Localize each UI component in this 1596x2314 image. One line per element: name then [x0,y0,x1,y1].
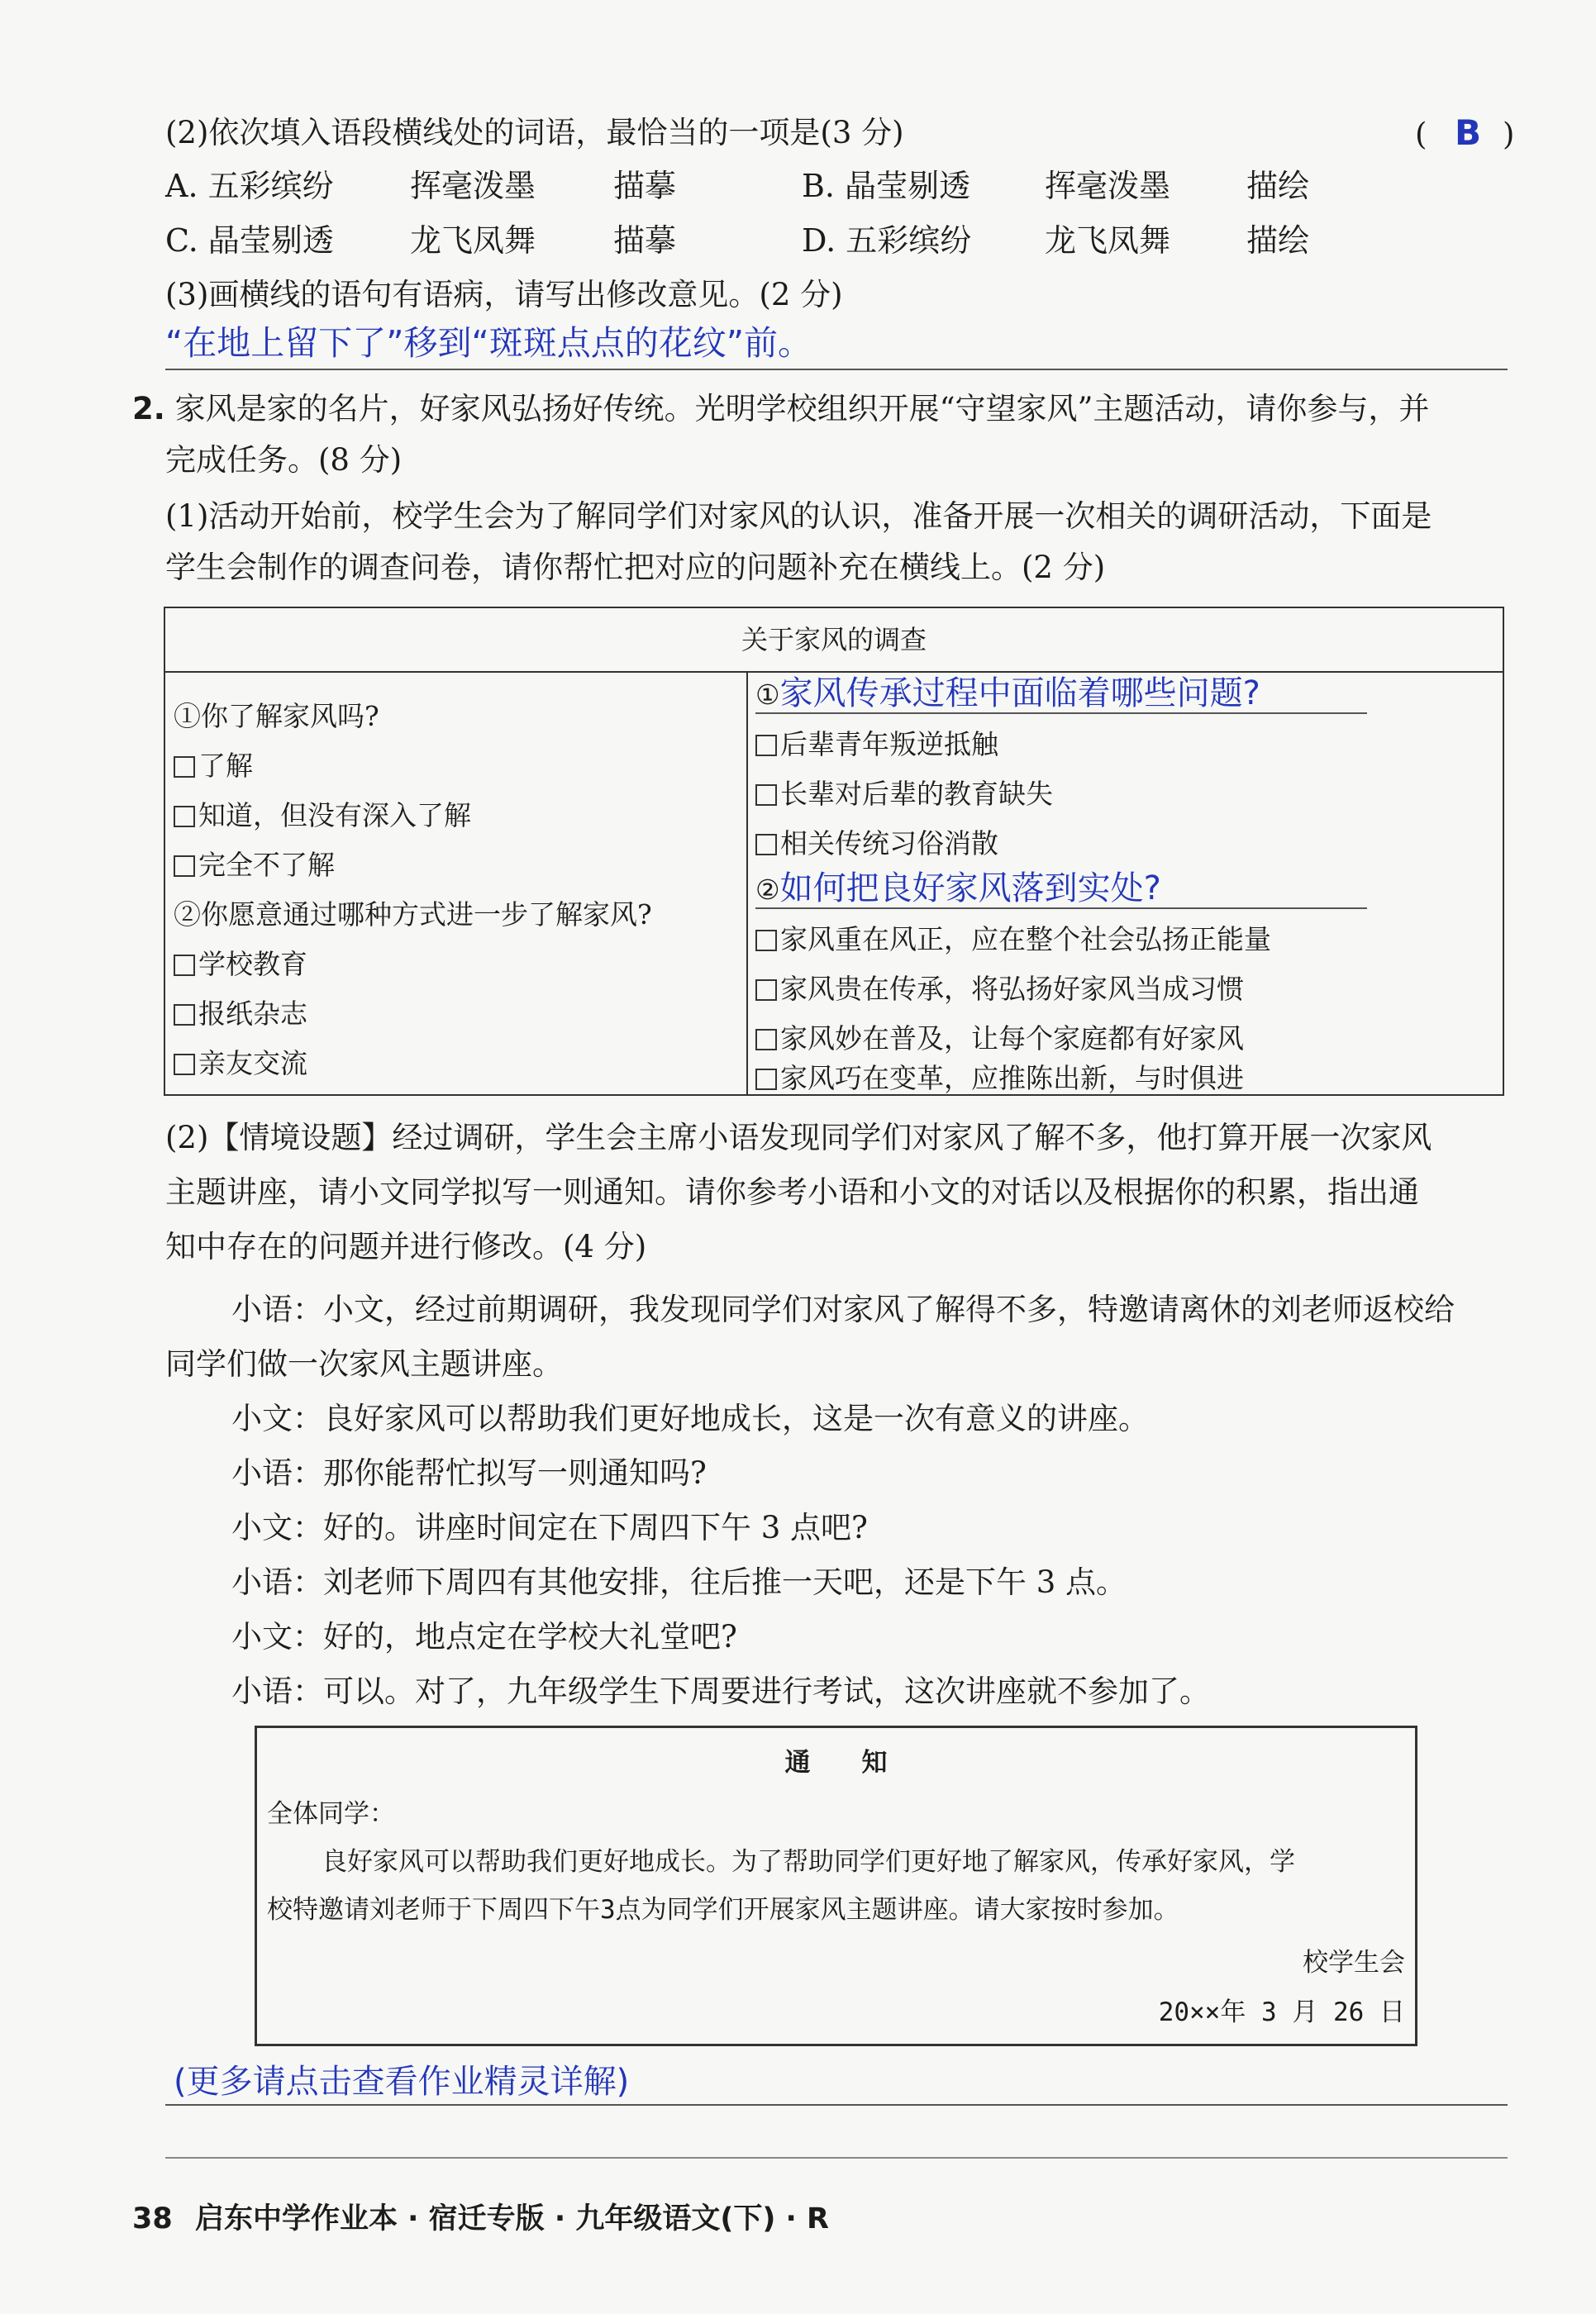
more-details-link[interactable]: (更多请点击查看作业精灵详解) [174,2063,630,2101]
option-b-word3: 描绘 [1246,168,1310,204]
answer-underline [755,907,1367,909]
survey-option: 亲友交流 [174,1045,307,1083]
option-a-label: A. 五彩缤纷 [165,168,334,204]
dialog-line: 小语：小文，经过前期调研，我发现同学们对家风了解得不多，特邀请离休的刘老师返校给 [231,1292,1455,1327]
question-2-prompt: (2)依次填入语段横线处的词语，最恰当的一项是(3 分) [165,115,904,150]
checkbox-icon [755,979,777,1001]
survey-option: 了解 [174,747,253,785]
checkbox-icon [755,930,777,951]
sub2-line-3: 知中存在的问题并进行修改。(4 分) [165,1229,647,1264]
survey-left-q2: ②你愿意通过哪种方式进一步了解家风? [174,898,652,931]
survey-option: 报纸杂志 [174,995,307,1033]
checkbox-icon [174,756,195,778]
survey-option: 知道，但没有深入了解 [174,797,471,835]
sub1-line-2: 学生会制作的调查问卷，请你帮忙把对应的问题补充在横线上。(2 分) [165,550,1106,585]
answer-paren-open: ( [1415,117,1427,152]
sub1-line-1: (1)活动开始前，校学生会为了解同学们对家风的认识，准备开展一次相关的调研活动，下面是 [165,498,1432,534]
survey-option: 相关传统习俗消散 [755,825,998,863]
option-a-word2: 挥毫泼墨 [410,168,536,204]
survey-option: 学校教育 [174,945,307,983]
notice-signer: 校学生会 [1303,1948,1405,1978]
survey-left-q1: ①你了解家风吗? [174,700,379,732]
sub2-line-1: (2)【情境设题】经过调研，学生会主席小语发现同学们对家风了解不多，他打算开展一次家风 [165,1120,1432,1155]
dialog-line: 同学们做一次家风主题讲座。 [165,1346,563,1382]
notice-salutation: 全体同学： [267,1799,395,1829]
question-3-answer: “在地上留下了”移到“斑斑点点的花纹”前。 [165,323,812,363]
survey-title: 关于家风的调查 [165,608,1503,673]
dialog-line: 小语：那你能帮忙拟写一则通知吗? [231,1455,707,1491]
option-a-word3: 描摹 [613,168,677,204]
answer-underline [165,369,1508,370]
notice-body-2: 校特邀请刘老师于下周四下午3点为同学们开展家风主题讲座。请大家按时参加。 [267,1895,1179,1925]
survey-option: 家风重在风正，应在整个社会弘扬正能量 [755,921,1271,959]
question-2-intro-1: 2. 家风是家的名片，好家风弘扬好传统。光明学校组织开展“守望家风”主题活动，请你参与，并 [132,391,1430,426]
checkbox-icon [174,1054,195,1075]
checkbox-icon [755,784,777,806]
notice-box [255,1726,1417,2046]
option-d-label: D. 五彩缤纷 [802,222,972,259]
checkbox-icon [174,855,195,877]
answer-underline [165,2104,1508,2106]
option-c-word3: 描摹 [613,222,677,259]
checkbox-icon [755,834,777,855]
choice-answer: B [1455,112,1482,153]
notice-body-1: 良好家风可以帮助我们更好地成长。为了帮助同学们更好地了解家风，传承好家风，学 [322,1847,1295,1877]
checkbox-icon [755,1069,777,1090]
survey-right-q1-answer: 家风传承过程中面临着哪些问题? [779,674,1260,712]
option-b-word2: 挥毫泼墨 [1045,168,1171,204]
dialog-line: 小语：刘老师下周四有其他安排，往后推一天吧，还是下午 3 点。 [231,1564,1127,1600]
notice-date: 20××年 3 月 26 日 [1158,1997,1405,2027]
footer-rule [165,2157,1508,2159]
answer-underline [755,712,1367,714]
notice-title: 通 知 [784,1748,888,1778]
answer-paren-close: ) [1503,117,1515,152]
checkbox-icon [755,1029,777,1050]
survey-option: 家风贵在传承，将弘扬好家风当成习惯 [755,970,1244,1008]
survey-option: 家风妙在普及，让每个家庭都有好家风 [755,1020,1244,1058]
option-c-label: C. 晶莹剔透 [165,222,334,259]
survey-option: 后辈青年叛逆抵触 [755,726,998,764]
checkbox-icon [755,735,777,756]
option-c-word2: 龙飞凤舞 [410,222,536,259]
option-d-word3: 描绘 [1246,222,1310,259]
survey-option: 长辈对后辈的教育缺失 [755,775,1053,813]
question-2-intro-2: 完成任务。(8 分) [165,442,403,478]
survey-right-q2: ②如何把良好家风落到实处? [755,869,1161,907]
survey-option: 完全不了解 [174,846,335,884]
survey-table [164,607,1504,1096]
checkbox-icon [174,806,195,827]
option-b-label: B. 晶莹剔透 [802,168,971,204]
checkbox-icon [174,1004,195,1026]
survey-option: 家风巧在变革，应推陈出新，与时俱进 [755,1059,1244,1097]
checkbox-icon [174,955,195,976]
dialog-line: 小语：可以。对了，九年级学生下周要进行考试，这次讲座就不参加了。 [231,1674,1210,1709]
page-number: 38 [132,2202,173,2235]
dialog-line: 小文：好的，地点定在学校大礼堂吧? [231,1619,737,1655]
survey-right-q1: ①家风传承过程中面临着哪些问题? [755,674,1260,712]
sub2-line-2: 主题讲座，请小文同学拟写一则通知。请你参考小语和小文的对话以及根据你的积累，指出通 [165,1174,1419,1210]
dialog-line: 小文：良好家风可以帮助我们更好地成长，这是一次有意义的讲座。 [231,1401,1149,1436]
survey-right-q2-answer: 如何把良好家风落到实处? [779,869,1161,907]
question-number: 2. [132,391,165,426]
option-d-word2: 龙飞凤舞 [1045,222,1171,259]
book-title: 启东中学作业本 · 宿迁专版 · 九年级语文(下) · R [195,2202,829,2235]
table-divider [746,671,748,1094]
dialog-line: 小文：好的。讲座时间定在下周四下午 3 点吧? [231,1510,868,1545]
question-3-prompt: (3)画横线的语句有语病，请写出修改意见。(2 分) [165,277,843,312]
